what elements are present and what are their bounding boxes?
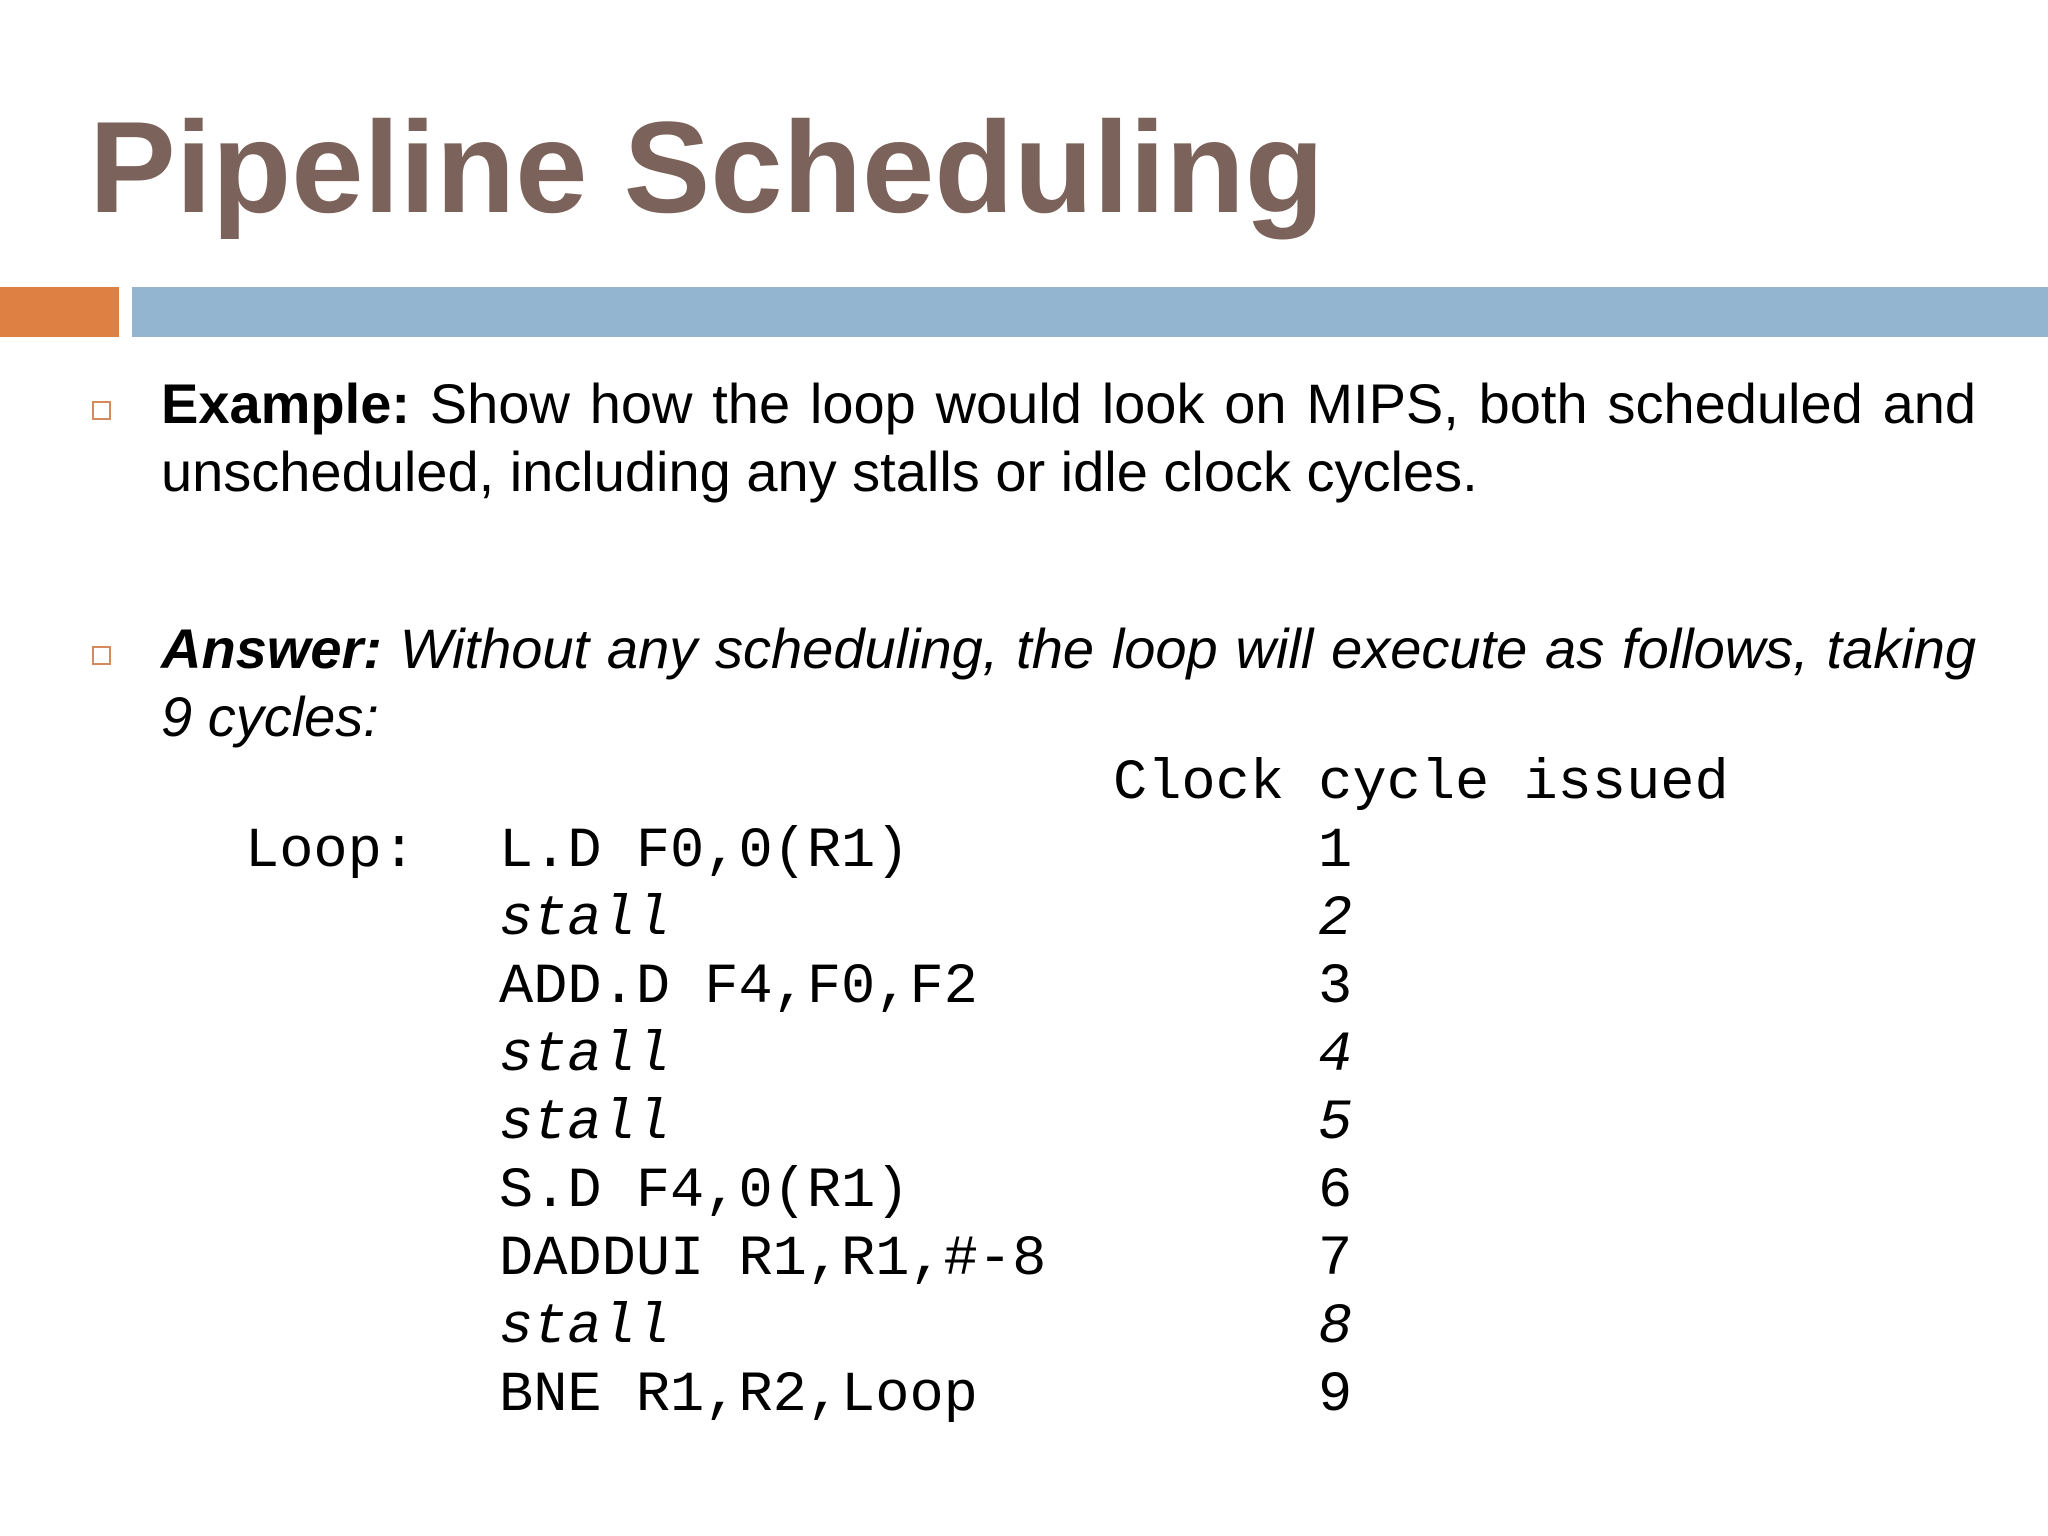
cycle-number: 2 bbox=[1318, 888, 1353, 952]
loop-label: Loop: bbox=[245, 820, 417, 884]
cycle-number: 5 bbox=[1318, 1092, 1353, 1156]
slide-title: Pipeline Scheduling bbox=[89, 94, 1325, 240]
answer-lead: Answer: bbox=[161, 617, 382, 680]
instruction: DADDUI R1,R1,#-8 bbox=[499, 1228, 1047, 1292]
title-accent-bar-orange bbox=[0, 287, 119, 337]
instruction: ADD.D F4,F0,F2 bbox=[499, 956, 978, 1020]
example-lead: Example: bbox=[161, 372, 410, 435]
cycle-number: 9 bbox=[1318, 1364, 1353, 1428]
cycle-number: 1 bbox=[1318, 820, 1353, 884]
cycle-number: 8 bbox=[1318, 1296, 1353, 1360]
stall-instruction: stall bbox=[499, 1092, 671, 1156]
answer-paragraph bbox=[161, 615, 1976, 751]
title-accent-bar-blue bbox=[132, 287, 2048, 337]
bullet-square-icon bbox=[92, 646, 111, 665]
example-paragraph bbox=[161, 370, 1976, 506]
stall-instruction: stall bbox=[499, 1024, 671, 1088]
cycle-number: 4 bbox=[1318, 1024, 1353, 1088]
stall-instruction: stall bbox=[499, 1296, 671, 1360]
cycle-number: 6 bbox=[1318, 1160, 1353, 1224]
clock-cycle-header: Clock cycle issued bbox=[1113, 752, 1729, 816]
cycle-number: 7 bbox=[1318, 1228, 1353, 1292]
stall-instruction: stall bbox=[499, 888, 671, 952]
example-text: Show how the loop would look on MIPS, both scheduled and unscheduled, including any stalls or idle clock cycles. bbox=[161, 372, 1976, 503]
instruction: L.D F0,0(R1) bbox=[499, 820, 910, 884]
instruction: S.D F4,0(R1) bbox=[499, 1160, 910, 1224]
instruction: BNE R1,R2,Loop bbox=[499, 1364, 978, 1428]
answer-text: Without any scheduling, the loop will execute as follows, taking 9 cycles: bbox=[161, 617, 1976, 748]
bullet-square-icon bbox=[92, 401, 111, 420]
cycle-number: 3 bbox=[1318, 956, 1353, 1020]
